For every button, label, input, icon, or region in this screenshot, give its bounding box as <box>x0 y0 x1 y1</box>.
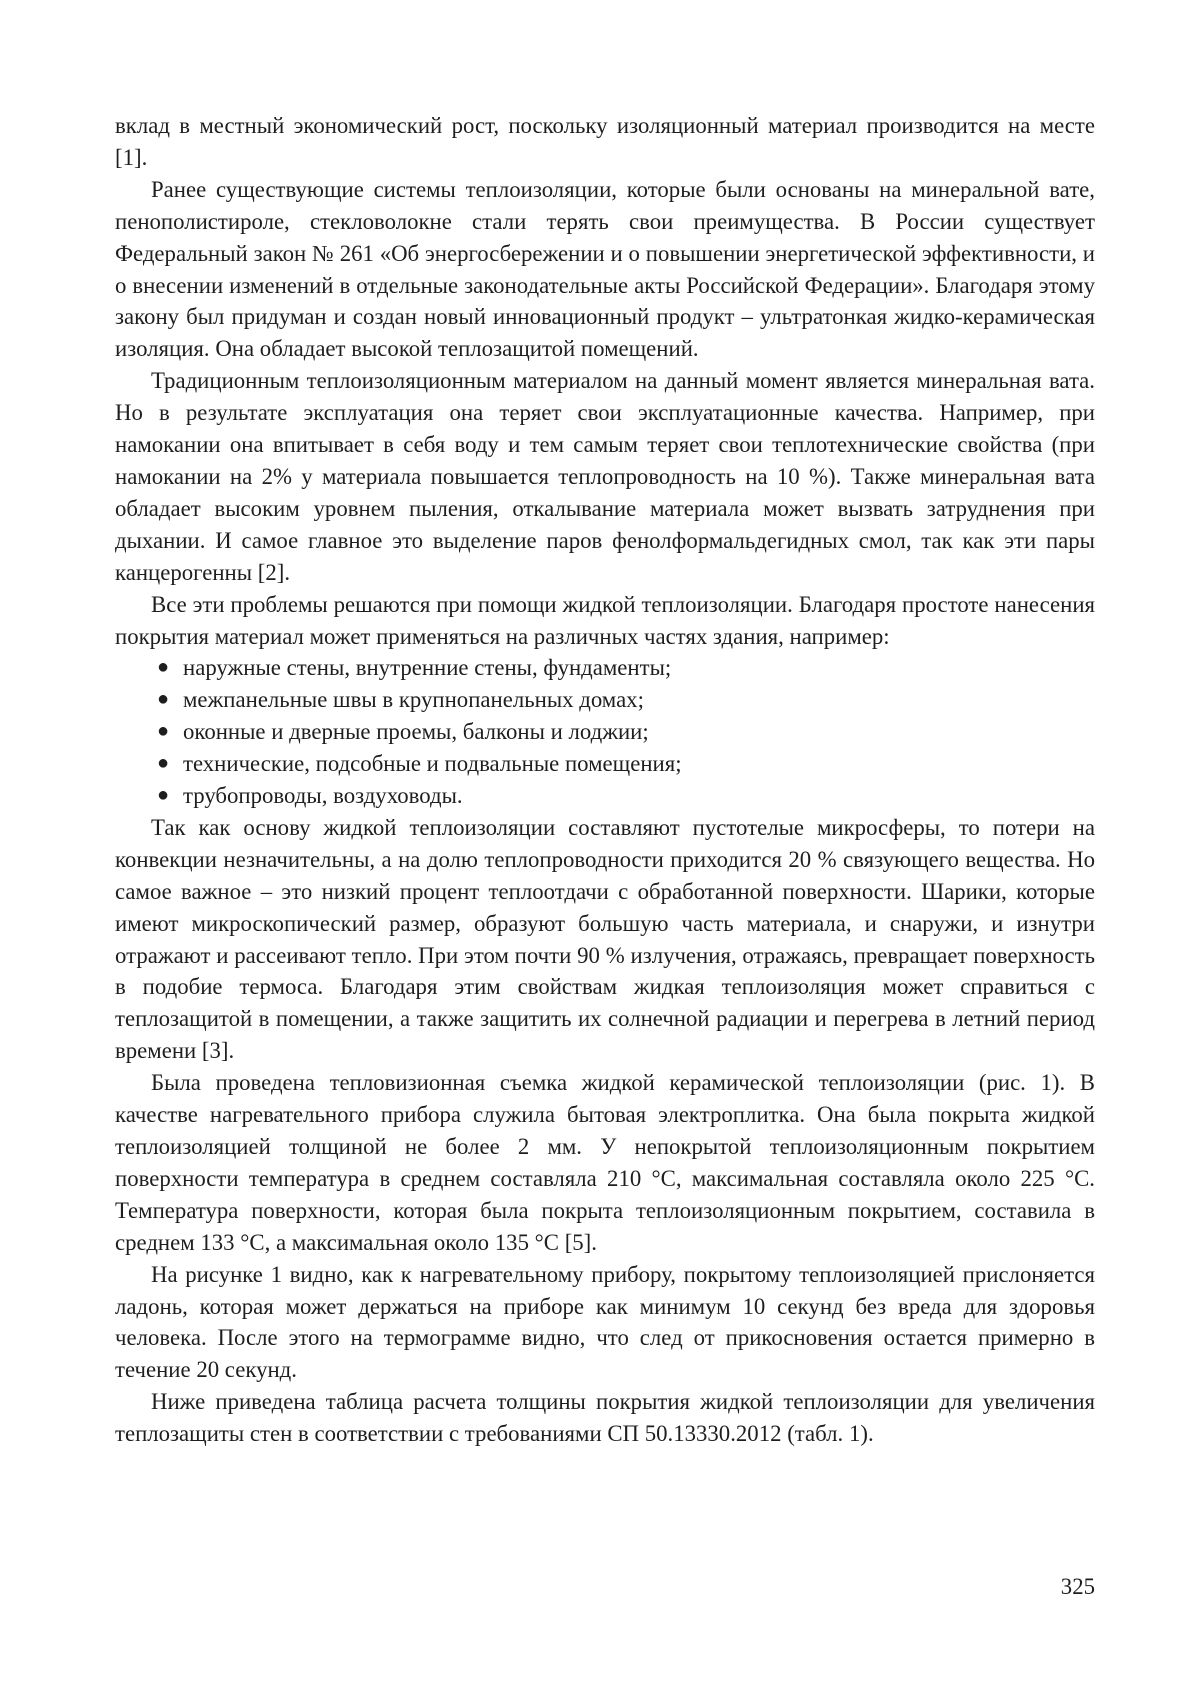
list-item-text: технические, подсобные и подвальные помещения; <box>183 751 682 777</box>
paragraph-thermal-imaging: Была проведена тепловизионная съемка жидкой керамической теплоизоляции (рис. 1). В качестве нагревательного прибора служила бытовая электроплитка. Она была покрыта жидкой теплоизоляцией толщиной не более 2 мм. У непокрытой теплоизоляционным покрытием поверхности температура в среднем составляла 210 °С, максимальная составляла около 225 °С. Температура поверхности, которая была покрыта теплоизоляционным покрытием, составила в среднем 133 °С, а максимальная около 135 °С [5]. <box>115 1070 1095 1255</box>
bullet-icon: ● <box>156 720 170 743</box>
document-page-body <box>115 110 1095 1450</box>
paragraph-mineral-wool: Традиционным теплоизоляционным материалом на данный момент является минеральная вата. Но в результате эксплуатация она теряет свои эксплуатационные качества. Например, при намокании она впитывает в себя воду и тем самым теряет свои теплотехнические свойства (при намокании на 2% у материала повышается теплопроводность на 10 %). Также минеральная вата обладает высоким уровнем пыления, откалывание материала может вызвать затруднения при дыхании. И самое главное это выделение паров фенолформальдегидных смол, так как эти пары канцерогенны [2]. <box>115 368 1095 585</box>
bullet-icon: ● <box>156 688 170 711</box>
list-item <box>115 652 1095 684</box>
list-item <box>115 716 1095 748</box>
paragraph-liquid-insulation: Все эти проблемы решаются при помощи жидкой теплоизоляции. Благодаря простоте нанесения покрытия материал может применяться на различных частях здания, например: <box>115 591 1095 649</box>
paragraph-microspheres: Так как основу жидкой теплоизоляции составляют пустотелые микросферы, то потери на конвекции незначительны, а на долю теплопроводности приходится 20 % связующего вещества. Но самое важное – это низкий процент теплоотдачи с обработанной поверхности. Шарики, которые имеют микроскопический размер, образуют большую часть материала, и снаружи, и изнутри отражают и рассеивают тепло. При этом почти 90 % излучения, отражаясь, превращает поверхность в подобие термоса. Благодаря этим свойствам жидкая теплоизоляция может справиться с теплозащитой в помещении, а также защитить их солнечной радиации и перегрева в летний период времени [3]. <box>115 814 1095 1064</box>
list-item <box>115 780 1095 812</box>
bullet-icon: ● <box>156 752 170 775</box>
paragraph-table-reference: Ниже приведена таблица расчета толщины покрытия жидкой теплоизоляции для увеличения теплозащиты стен в соответствии с требованиями СП 50.13330.2012 (табл. 1). <box>115 1389 1095 1447</box>
list-item <box>115 748 1095 780</box>
list-item-text: трубопроводы, воздуховоды. <box>183 783 463 809</box>
list-item-text: наружные стены, внутренние стены, фундаменты; <box>183 655 672 681</box>
bullet-icon: ● <box>156 784 170 807</box>
bullet-icon: ● <box>156 656 170 679</box>
page-number: 325 <box>1060 1574 1095 1599</box>
paragraph-figure-description: На рисунке 1 видно, как к нагревательному прибору, покрытому теплоизоляцией прислоняется ладонь, которая может держаться на приборе как минимум 10 секунд без вреда для здоровья человека. После этого на термограмме видно, что след от прикосновения остается примерно в течение 20 секунд. <box>115 1261 1095 1383</box>
paragraph-continuation: вклад в местный экономический рост, поскольку изоляционный материал производится на месте [1]. <box>115 113 1095 170</box>
list-item <box>115 684 1095 716</box>
list-item-text: межпанельные швы в крупнопанельных домах; <box>183 687 644 713</box>
list-item-text: оконные и дверные проемы, балконы и лоджии; <box>183 719 649 745</box>
paragraph-insulation-systems: Ранее существующие системы теплоизоляции, которые были основаны на минеральной вате, пенополистироле, стекловолокне стали терять свои преимущества. В России существует Федеральный закон № 261 «Об энергосбережении и о повышении энергетической эффективности, и о внесении изменений в отдельные законодательные акты Российской Федерации». Благодаря этому закону был придуман и создан новый инновационный продукт – ультратонкая жидко-керамическая изоляция. Она обладает высокой теплозащитой помещений. <box>115 176 1095 362</box>
application-list <box>115 652 1095 812</box>
